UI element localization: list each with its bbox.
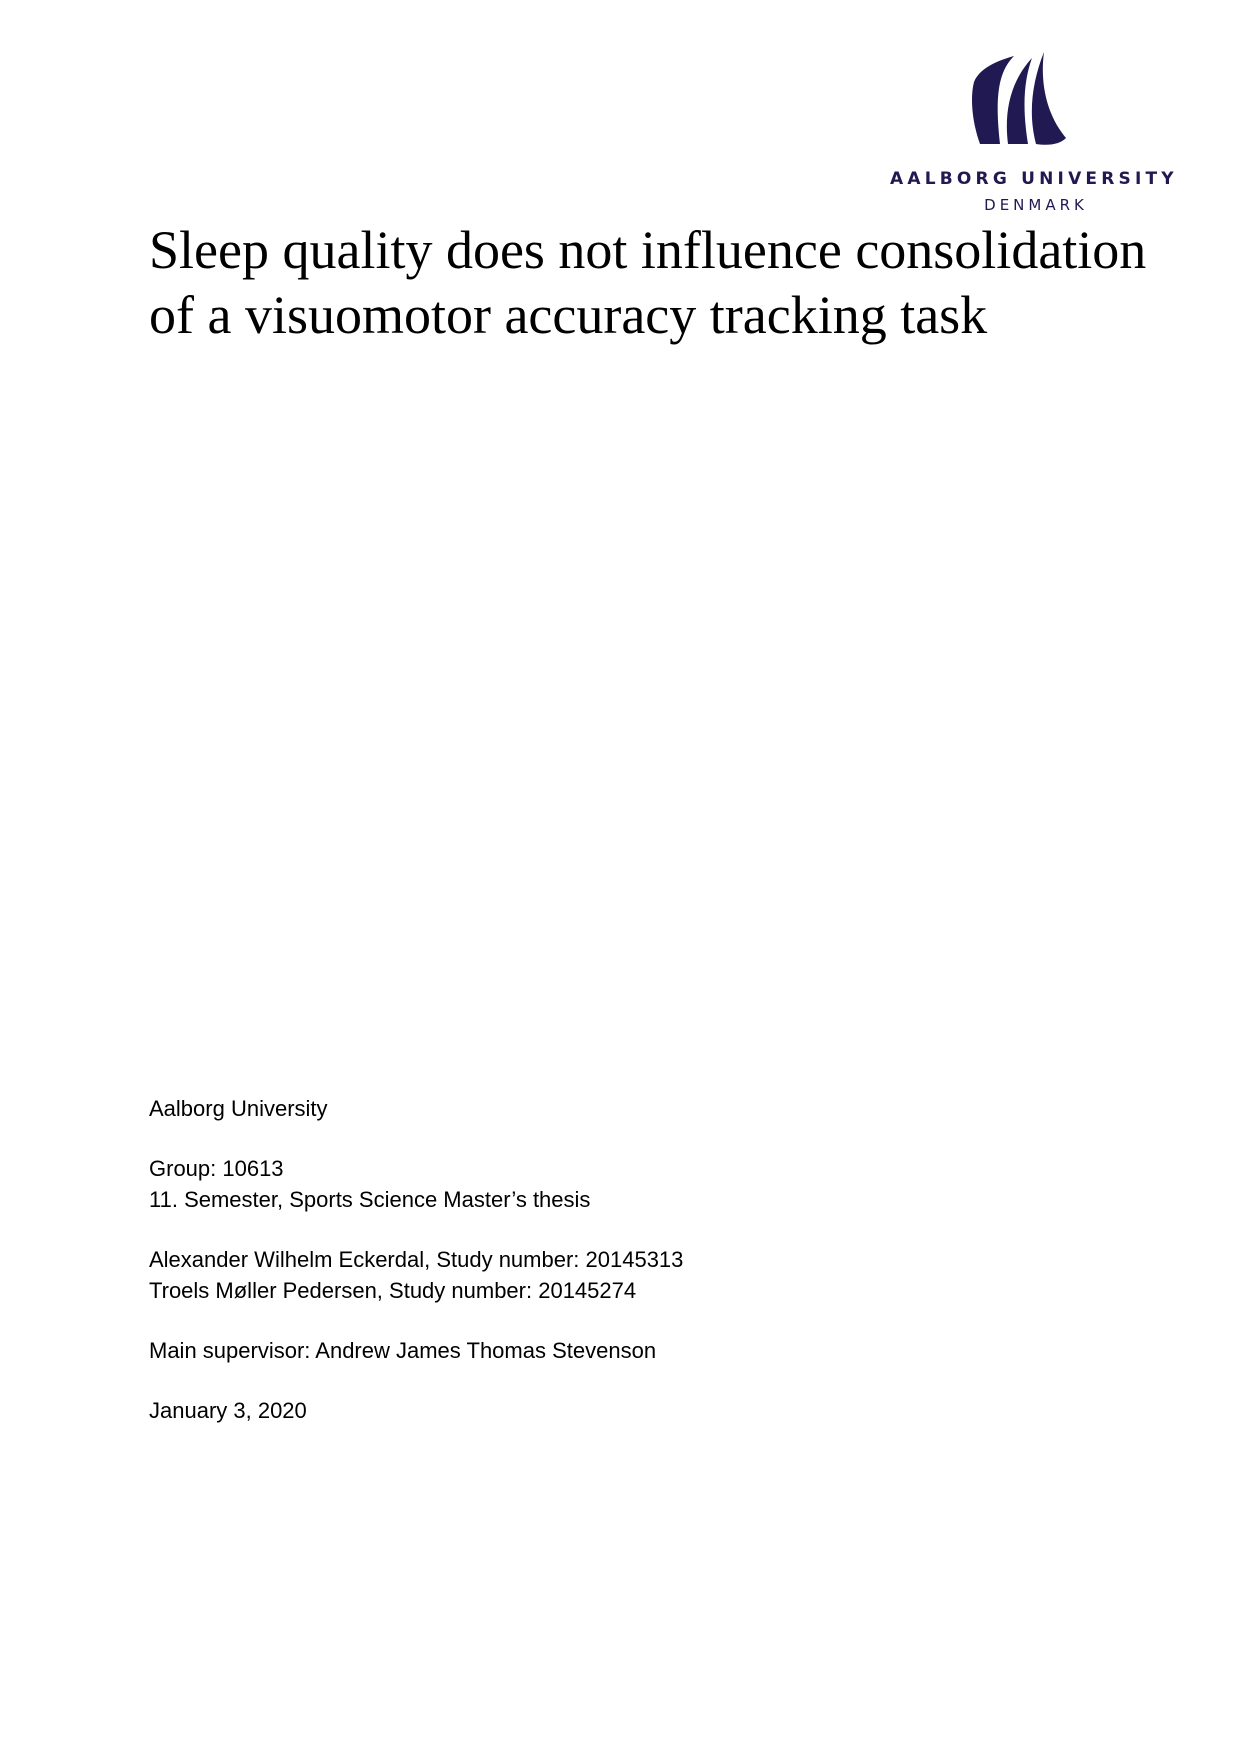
supervisor: Main supervisor: Andrew James Thomas Stevenson	[149, 1338, 657, 1363]
logo-country-name: DENMARK	[984, 196, 1088, 214]
document-title	[149, 218, 1149, 348]
thesis-details	[149, 1093, 949, 1426]
author-1: Alexander Wilhelm Eckerdal, Study number: 20145313	[149, 1247, 684, 1272]
date: January 3, 2020	[149, 1398, 307, 1423]
title-line-1: Sleep quality does not influence consolidation	[149, 220, 1147, 280]
institution: Aalborg University	[149, 1096, 328, 1121]
title-line-2: of a visuomotor accuracy tracking task	[149, 285, 988, 345]
semester: 11. Semester, Sports Science Master’s thesis	[149, 1187, 591, 1212]
author-2: Troels Møller Pedersen, Study number: 20145274	[149, 1278, 637, 1303]
logo-university-name: AALBORG UNIVERSITY	[890, 169, 1178, 189]
university-logo	[890, 52, 1178, 227]
group-number: Group: 10613	[149, 1156, 284, 1181]
aau-wave-icon	[970, 52, 1070, 147]
